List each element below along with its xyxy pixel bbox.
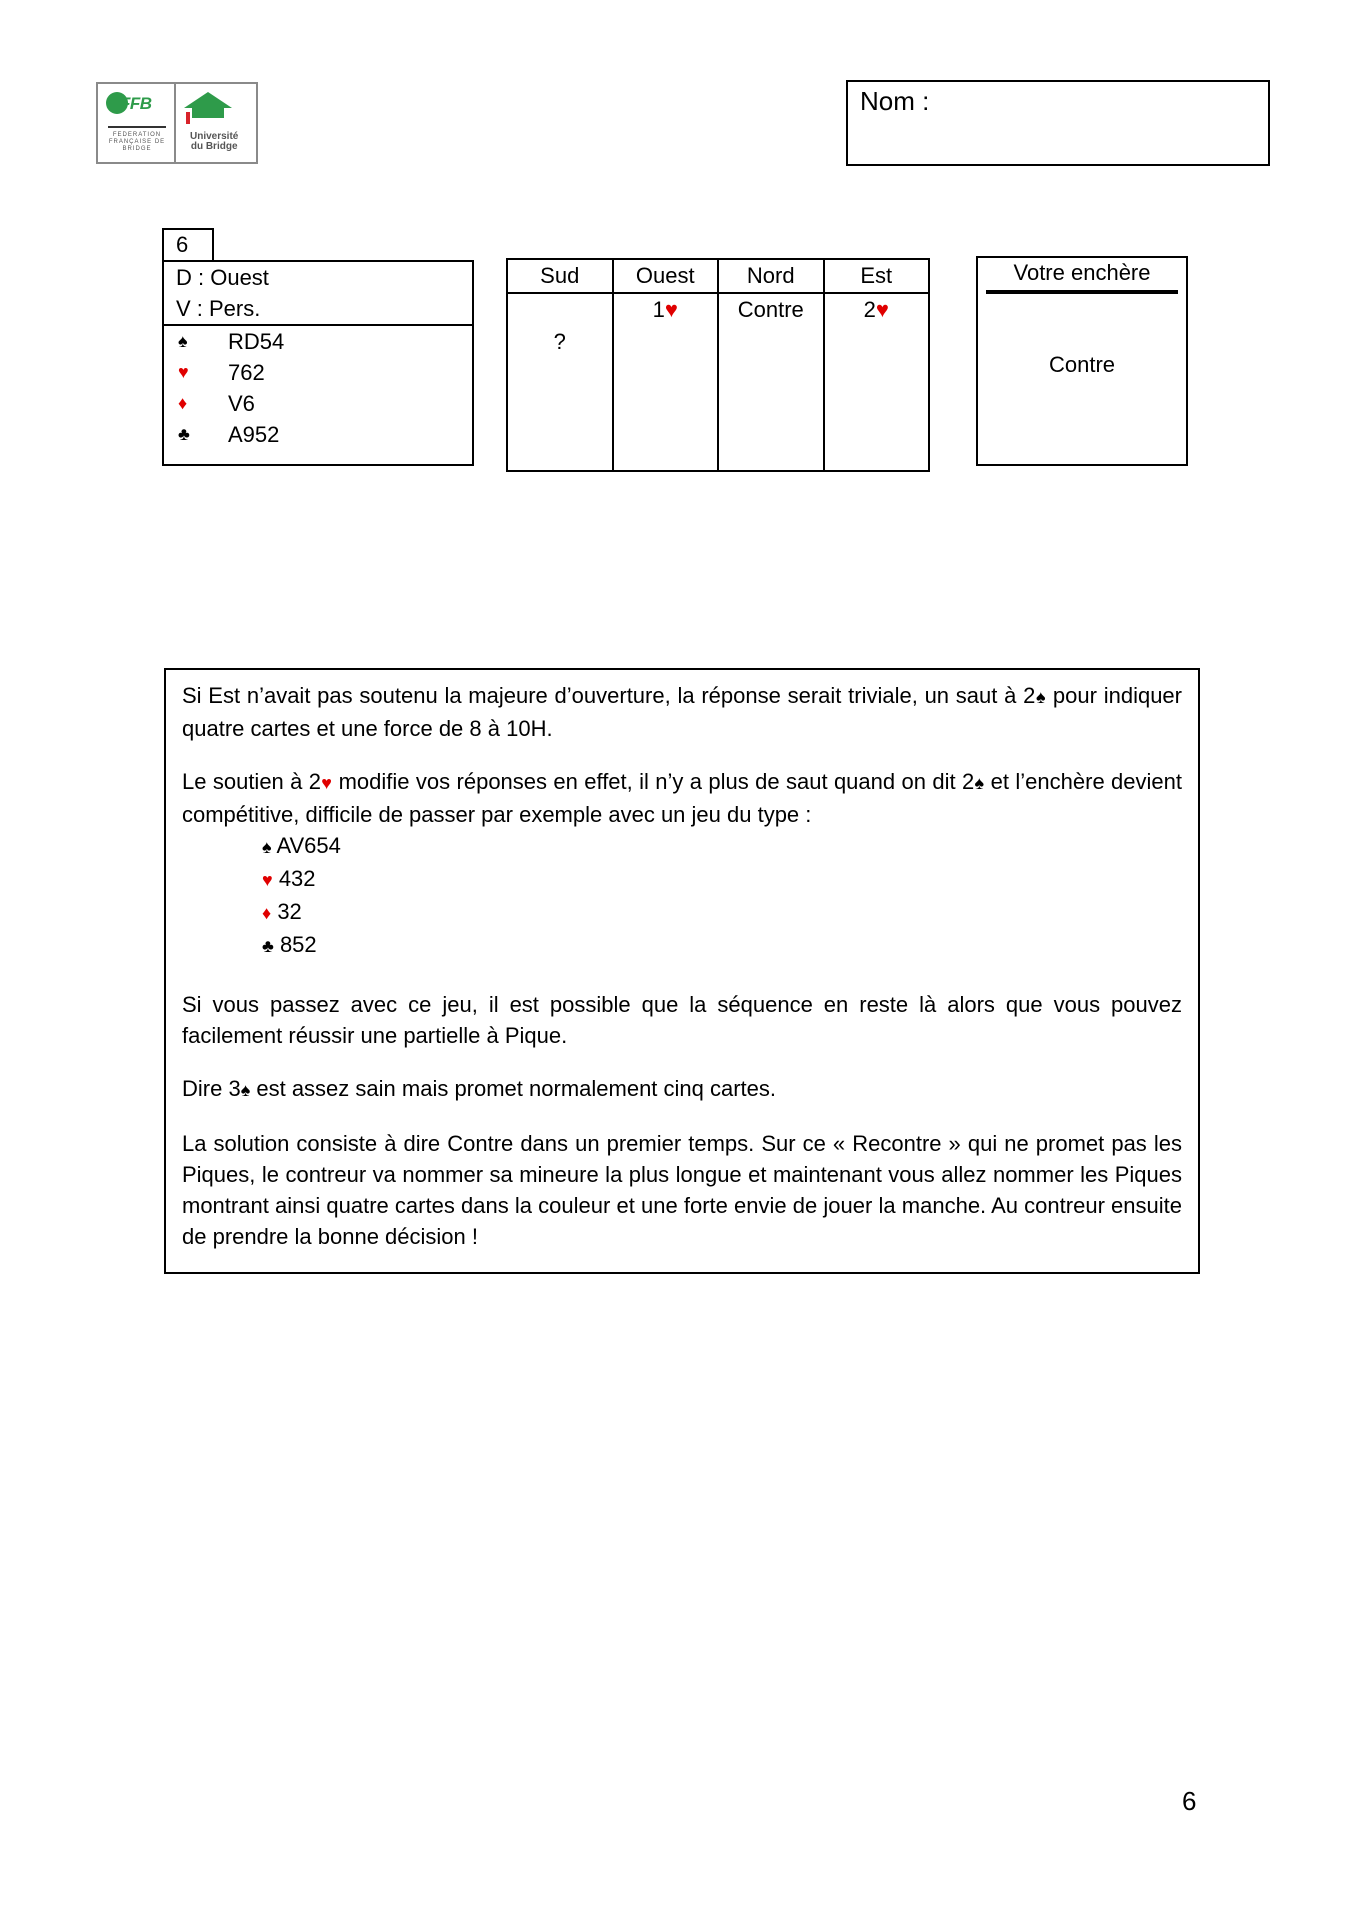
p4-text-b: est assez sain mais promet normalement cinq cartes. [250, 1076, 777, 1101]
p1-text-b: pour indiquer quatre cartes et une force de 8 à 10H. [182, 683, 1182, 741]
bid-column-est [825, 260, 929, 470]
spade-icon: ♠ [1035, 687, 1047, 707]
bid-ouest [614, 294, 718, 326]
graduation-cap-base [192, 108, 224, 118]
heart-icon: ♥ [262, 870, 273, 890]
example-hand-row [262, 896, 1182, 929]
club-icon: ♣ [262, 936, 274, 956]
your-bid-title: Votre enchère [1013, 260, 1151, 285]
diamond-icon: ♦ [262, 903, 272, 923]
graduation-cap-icon [184, 92, 232, 108]
bid-est-level: 2 [863, 297, 876, 322]
example-hand [262, 830, 1182, 962]
vulnerability: V : Pers. [176, 296, 261, 321]
explanation-paragraph-5: La solution consiste à dire Contre dans un premier temps. Sur ce « Recontre » qui ne promet pas les Piques, le contreur va nommer sa mineure la plus longue et maintenant vous allez nommer les Piques montrant ainsi quatre cartes dans la couleur et une forte envie de jouer la manche. Au contreur ensuite de prendre la bonne décision ! [182, 1131, 1182, 1249]
bidding-table [506, 258, 930, 472]
heart-icon: ♥ [178, 362, 189, 382]
spade-icon: ♠ [240, 1080, 251, 1100]
page-number: 6 [1182, 1786, 1197, 1816]
name-field[interactable] [846, 80, 1270, 166]
diamond-cards: V6 [228, 391, 255, 416]
logo-divider [108, 126, 166, 128]
p1-text-a: Si Est n’avait pas soutenu la majeure d’ouverture, la réponse serait triviale, un saut à 2 [182, 683, 1036, 708]
name-label: Nom : [860, 86, 930, 116]
spacer [182, 1051, 1182, 1073]
bid-header-nord: Nord [719, 260, 823, 294]
example-club-cards: 852 [279, 932, 317, 957]
example-hand-row [262, 863, 1182, 896]
ffb-logo [98, 84, 176, 162]
your-bid-underline [986, 290, 1178, 294]
bid-column-ouest [614, 260, 720, 470]
explanation-paragraph-3: Si vous passez avec ce jeu, il est possible que la séquence en reste là alors que vous pouvez facilement réussir une partielle à Pique. [182, 992, 1182, 1048]
bid-column-nord [719, 260, 825, 470]
heart-icon: ♥ [321, 773, 333, 793]
ub-line1: Université [190, 131, 239, 142]
ub-line2: du Bridge [190, 141, 238, 152]
hand-row-spades [164, 326, 472, 357]
hand-row-diamonds [164, 388, 472, 419]
bid-sud: ? [553, 329, 566, 354]
example-diamond-cards: 32 [277, 899, 302, 924]
spacer [182, 1106, 1182, 1128]
ffb-logo-subtitle: FEDERATION FRANÇAISE DE BRIDGE [108, 132, 166, 152]
ffb-logo-text: FFB [120, 94, 152, 113]
cap-tassel [186, 112, 190, 124]
your-bid-panel [976, 256, 1188, 466]
bid-header-est: Est [825, 260, 929, 294]
bid-header-ouest: Ouest [614, 260, 718, 294]
diamond-icon: ♦ [178, 393, 188, 413]
spacer [182, 744, 1182, 766]
example-heart-cards: 432 [278, 866, 316, 891]
club-icon: ♣ [178, 424, 190, 444]
universite-bridge-logo [176, 84, 256, 162]
dealer: D : Ouest [176, 265, 269, 290]
p2-text-a: Le soutien à 2 [182, 769, 322, 794]
bid-header-sud: Sud [508, 260, 612, 294]
spade-icon: ♠ [178, 331, 188, 351]
your-bid-value: Contre [1048, 352, 1116, 377]
p2-text-b: modifie vos réponses en effet, il n’y a plus de saut quand on dit 2 [332, 769, 975, 794]
bid-est [825, 294, 929, 326]
explanation-paragraph-1 [182, 680, 1182, 744]
spade-icon: ♠ [974, 773, 985, 793]
hand-panel [162, 260, 474, 466]
bid-ouest-level: 1 [652, 297, 665, 322]
bid-column-sud [508, 260, 614, 470]
heart-icon: ♥ [875, 297, 889, 322]
spade-icon: ♠ [262, 837, 272, 857]
club-cards: A952 [228, 422, 280, 447]
explanation-paragraph-2 [182, 766, 1182, 830]
p4-text-a: Dire 3 [182, 1076, 241, 1101]
example-hand-row [262, 830, 1182, 863]
heart-cards: 762 [228, 360, 265, 385]
spade-cards: RD54 [228, 329, 285, 354]
ub-logo-text [190, 132, 238, 152]
deal-number: 6 [162, 228, 214, 262]
example-spade-cards: AV654 [276, 833, 341, 858]
bid-nord: Contre [737, 297, 804, 322]
spacer [182, 962, 1182, 989]
heart-icon: ♥ [664, 297, 678, 322]
hand-row-hearts [164, 357, 472, 388]
example-hand-row [262, 929, 1182, 962]
explanation-panel [164, 668, 1200, 1274]
deal-info [164, 262, 472, 326]
bid-cell-empty [508, 294, 612, 326]
p2-text-c: et l’enchère devient compétitive, difficile de passer par exemple avec un jeu du type : [182, 769, 1182, 827]
logo [96, 82, 258, 164]
hand-row-clubs [164, 419, 472, 450]
explanation-paragraph-4 [182, 1073, 1182, 1106]
